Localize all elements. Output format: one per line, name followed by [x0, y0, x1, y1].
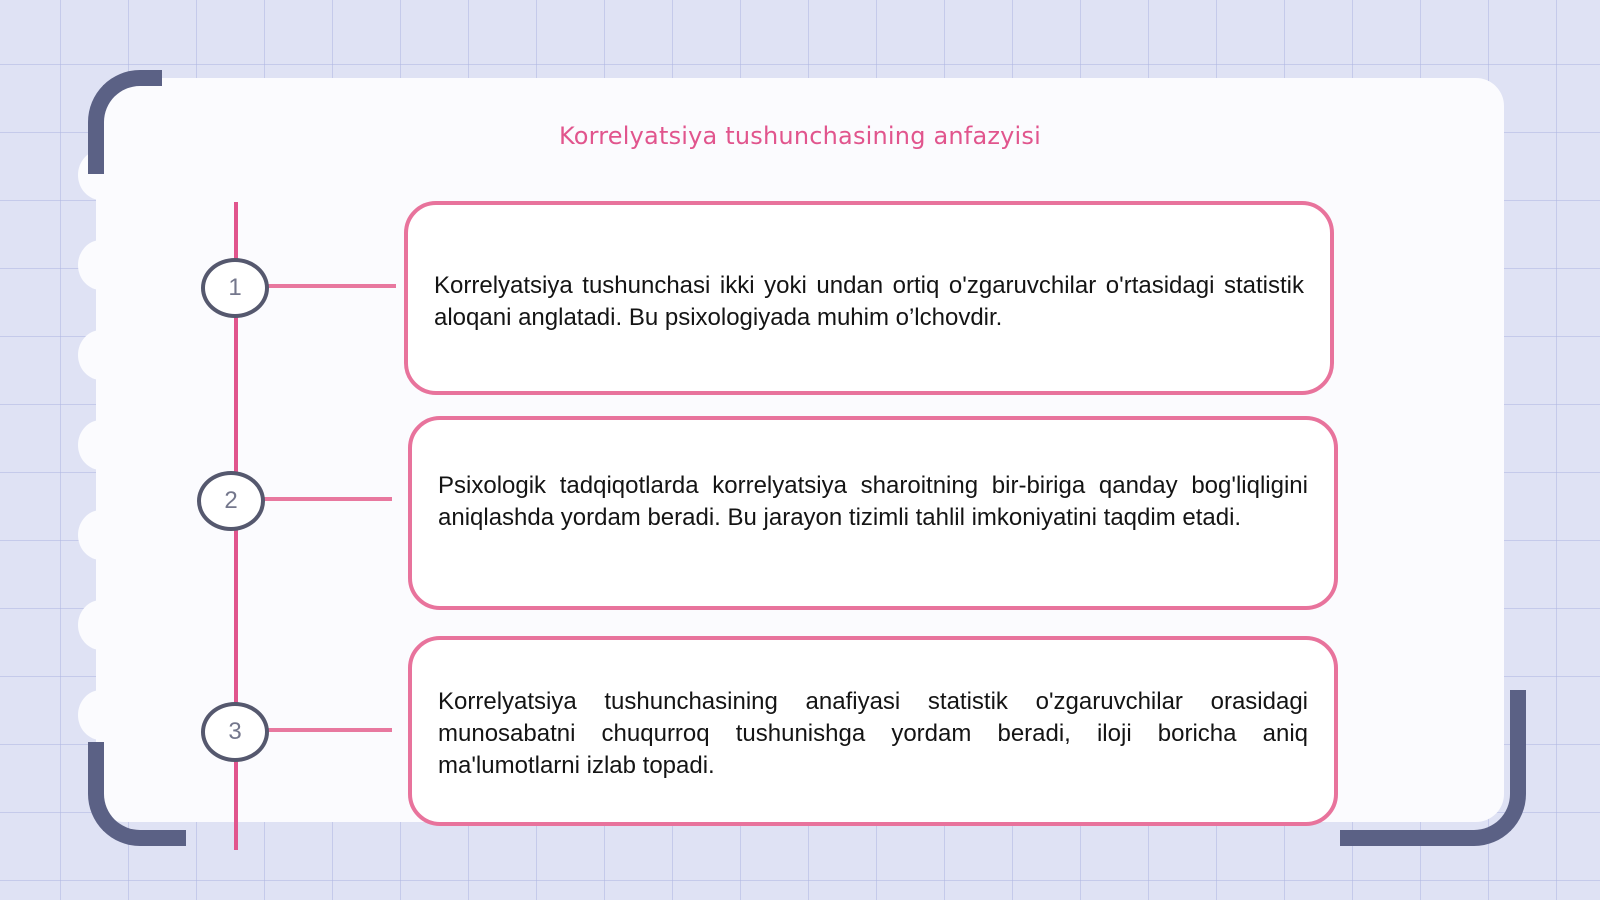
- step-1-number-circle: [201, 258, 269, 318]
- step-1-text: Korrelyatsiya tushunchasi ikki yoki undan ortiq o'zgaruvchilar o'rtasidagi statistik aloqani anglatadi. Bu psixologiyada muhim o’lchovdir.: [434, 272, 1304, 331]
- card-scallop: [78, 330, 124, 380]
- step-2-text: Psixologik tadqiqotlarda korrelyatsiya sharoitning bir-biriga qanday bog'liqligini aniqlashda yordam beradi. Bu jarayon tizimli tahlil imkoniyatini taqdim etadi.: [438, 472, 1308, 531]
- card-scallop: [78, 240, 124, 290]
- step-3-number-circle: [201, 702, 269, 762]
- step-2-number-circle: [197, 471, 265, 531]
- step-2-box: [408, 416, 1338, 610]
- step-3-number: 3: [228, 718, 242, 745]
- step-3-text: Korrelyatsiya tushunchasining anafiyasi statistik o'zgaruvchilar orasidagi munosabatni chuqurroq tushunishga yordam beradi, iloji boricha aniq ma'lumotlarni izlab topadi.: [438, 688, 1308, 779]
- card-scallop: [78, 510, 124, 560]
- corner-bracket-bottom-right: [1340, 690, 1526, 846]
- step-1-number: 1: [228, 274, 242, 301]
- slide-title: Korrelyatsiya tushunchasining anfazyisi: [559, 122, 1041, 150]
- step-3-box: [408, 636, 1338, 826]
- step-2-connector: [262, 497, 392, 501]
- card-scallop: [78, 600, 124, 650]
- card-scallop: [78, 420, 124, 470]
- step-1-box: [404, 201, 1334, 395]
- card-scallop: [78, 690, 124, 740]
- step-1-connector: [266, 284, 396, 288]
- corner-bracket-bottom-left: [88, 742, 186, 846]
- step-2-number: 2: [224, 487, 238, 514]
- step-3-connector: [266, 728, 392, 732]
